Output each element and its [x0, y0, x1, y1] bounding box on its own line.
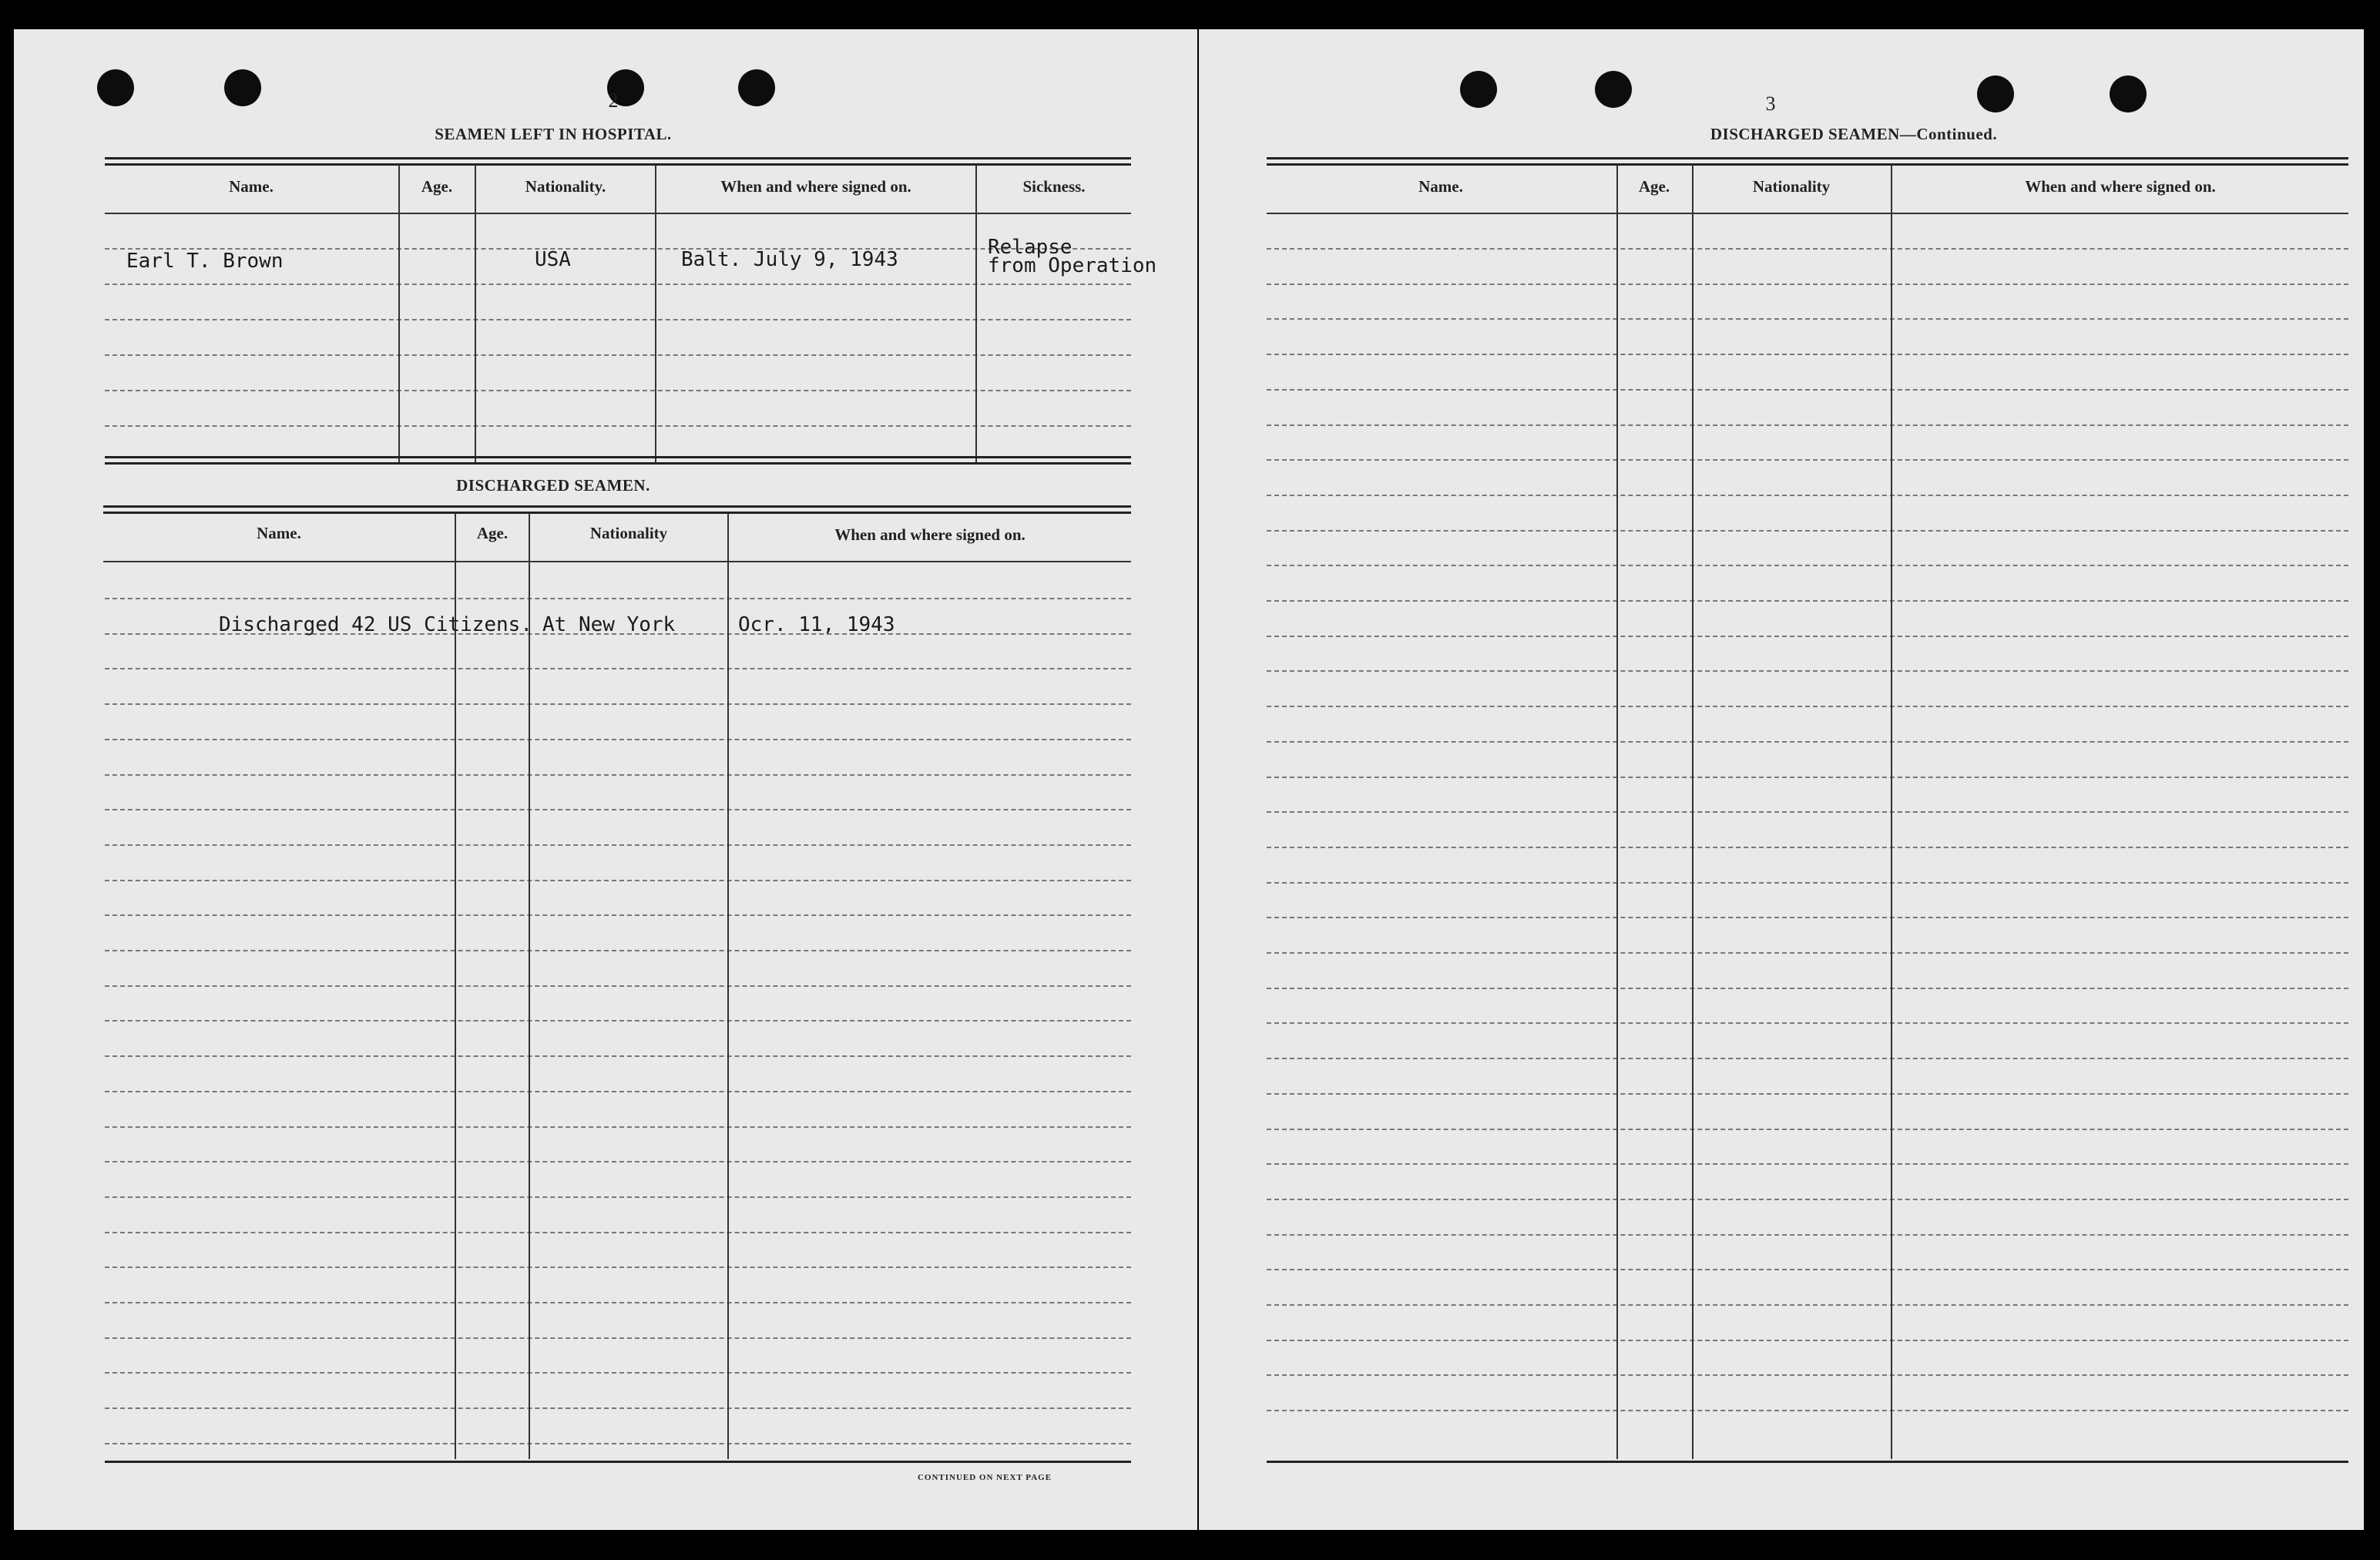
row-line: [1267, 636, 2348, 637]
hospital-top-rule: [105, 163, 1131, 166]
row-line: [1267, 988, 2348, 989]
row-line: [1267, 1340, 2348, 1341]
row-line: [105, 1407, 1131, 1409]
row-line: [105, 880, 1131, 881]
row-line: [105, 390, 1131, 391]
column-rule: [398, 165, 400, 464]
row-line: [1267, 1269, 2348, 1270]
hospital-header-rule: [105, 213, 1131, 214]
row-line: [105, 1091, 1131, 1092]
column-rule: [1616, 165, 1618, 1459]
row-line: [1267, 917, 2348, 918]
hospital-top-rule: [105, 157, 1131, 159]
row-line: [1267, 530, 2348, 532]
row-line: [1267, 1129, 2348, 1130]
row-line: [1267, 600, 2348, 602]
discharged-header-nationality: Nationality: [589, 524, 668, 542]
row-line: [1267, 1093, 2348, 1095]
row-line: [105, 914, 1131, 916]
row-line: [105, 703, 1131, 705]
row-line: [105, 1302, 1131, 1303]
row-line: [1267, 670, 2348, 672]
right-page: [1199, 29, 2364, 1530]
row-line: [1267, 741, 2348, 743]
continued-header-signed-on: When and where signed on.: [2025, 177, 2216, 196]
page-number: 3: [1765, 92, 1776, 115]
row-line: [105, 809, 1131, 810]
discharged-top-rule: [103, 505, 1131, 508]
row-line: [105, 668, 1131, 669]
row-line: [105, 319, 1131, 320]
row-line: [105, 1020, 1131, 1022]
row-line: [1267, 318, 2348, 320]
continued-header-age: Age.: [1638, 177, 1670, 196]
discharged-header-name: Name.: [257, 524, 301, 542]
column-rule: [475, 165, 476, 464]
discharged-name-value: Discharged 42 US Citizens.: [219, 613, 532, 636]
column-rule: [1692, 165, 1694, 1459]
row-line: [1267, 389, 2348, 391]
row-line: [1267, 1410, 2348, 1411]
punch-hole: [1460, 71, 1497, 108]
row-line: [105, 1443, 1131, 1444]
punch-hole: [97, 69, 134, 106]
discharged-top-rule: [103, 512, 1131, 514]
column-rule: [655, 165, 656, 464]
row-line: [105, 598, 1131, 599]
row-line: [105, 283, 1131, 285]
discharged-continued-title: DISCHARGED SEAMEN—Continued.: [1710, 125, 1998, 143]
discharged-header-signed-on: When and where signed on.: [834, 525, 1026, 544]
continued-header-rule: [1267, 213, 2348, 214]
row-line: [1267, 1199, 2348, 1200]
discharged-header-rule: [103, 561, 1131, 562]
row-line: [1267, 882, 2348, 884]
row-line: [1267, 847, 2348, 848]
row-line: [1267, 354, 2348, 355]
row-line: [1267, 1304, 2348, 1306]
row-line: [1267, 565, 2348, 566]
row-line: [1267, 1058, 2348, 1059]
row-line: [1267, 248, 2348, 250]
hospital-bottom-rule: [105, 456, 1131, 458]
column-rule: [529, 513, 530, 1459]
discharged-section-title: DISCHARGED SEAMEN.: [456, 476, 650, 495]
row-line: [1267, 952, 2348, 954]
punch-hole: [2110, 75, 2147, 112]
hospital-header-nationality: Nationality.: [525, 177, 606, 196]
hospital-header-age: Age.: [421, 177, 453, 196]
row-line: [105, 1372, 1131, 1374]
hospital-bottom-rule: [105, 462, 1131, 465]
row-line: [105, 1337, 1131, 1339]
column-rule: [1891, 165, 1892, 1459]
row-line: [1267, 706, 2348, 707]
row-line: [105, 1055, 1131, 1057]
hospital-header-name: Name.: [229, 177, 274, 196]
row-line: [105, 425, 1131, 427]
hospital-header-signed-on: When and where signed on.: [720, 177, 911, 196]
row-line: [1267, 1234, 2348, 1236]
continued-header-name: Name.: [1418, 177, 1463, 196]
continued-bottom-rule: [1267, 1461, 2348, 1463]
hospital-sickness-value: from Operation: [988, 254, 1157, 277]
row-line: [1267, 811, 2348, 813]
row-line: [105, 739, 1131, 740]
column-rule: [455, 513, 456, 1459]
row-line: [1267, 283, 2348, 285]
hospital-section-title: SEAMEN LEFT IN HOSPITAL.: [435, 125, 672, 143]
continued-footer: CONTINUED ON NEXT PAGE: [917, 1473, 1052, 1482]
row-line: [1267, 1163, 2348, 1165]
row-line: [105, 1196, 1131, 1198]
row-line: [1267, 495, 2348, 496]
row-line: [105, 985, 1131, 987]
row-line: [1267, 459, 2348, 461]
row-line: [105, 1266, 1131, 1268]
row-line: [105, 1161, 1131, 1162]
column-rule: [727, 513, 729, 1459]
row-line: [105, 1232, 1131, 1233]
row-line: [1267, 777, 2348, 778]
row-line: [1267, 424, 2348, 426]
row-line: [105, 774, 1131, 776]
punch-hole: [1595, 71, 1632, 108]
discharged-header-age: Age.: [476, 524, 509, 542]
column-rule: [975, 165, 977, 464]
punch-hole: [224, 69, 261, 106]
page-number: 2: [608, 89, 619, 112]
discharged-signed-on-value: Ocr. 11, 1943: [738, 613, 895, 636]
hospital-signed-on-value: Balt. July 9, 1943: [681, 248, 898, 271]
row-line: [105, 950, 1131, 951]
continued-header-nationality: Nationality: [1752, 177, 1831, 196]
row-line: [1267, 1374, 2348, 1376]
left-page: [14, 29, 1197, 1530]
punch-hole: [1977, 75, 2014, 112]
row-line: [105, 354, 1131, 356]
row-line: [1267, 1022, 2348, 1024]
row-line: [105, 1126, 1131, 1128]
continued-top-rule: [1267, 157, 2348, 159]
hospital-name-value: Earl T. Brown: [126, 250, 284, 273]
continued-top-rule: [1267, 163, 2348, 166]
row-line: [105, 844, 1131, 846]
hospital-nationality-value: USA: [535, 248, 571, 271]
hospital-header-sickness: Sickness.: [1022, 177, 1086, 196]
discharged-nationality-value: At New York: [542, 613, 676, 636]
hospital-sickness-value: Relapse: [988, 236, 1073, 259]
punch-hole: [738, 69, 775, 106]
discharged-bottom-rule: [105, 1461, 1131, 1463]
